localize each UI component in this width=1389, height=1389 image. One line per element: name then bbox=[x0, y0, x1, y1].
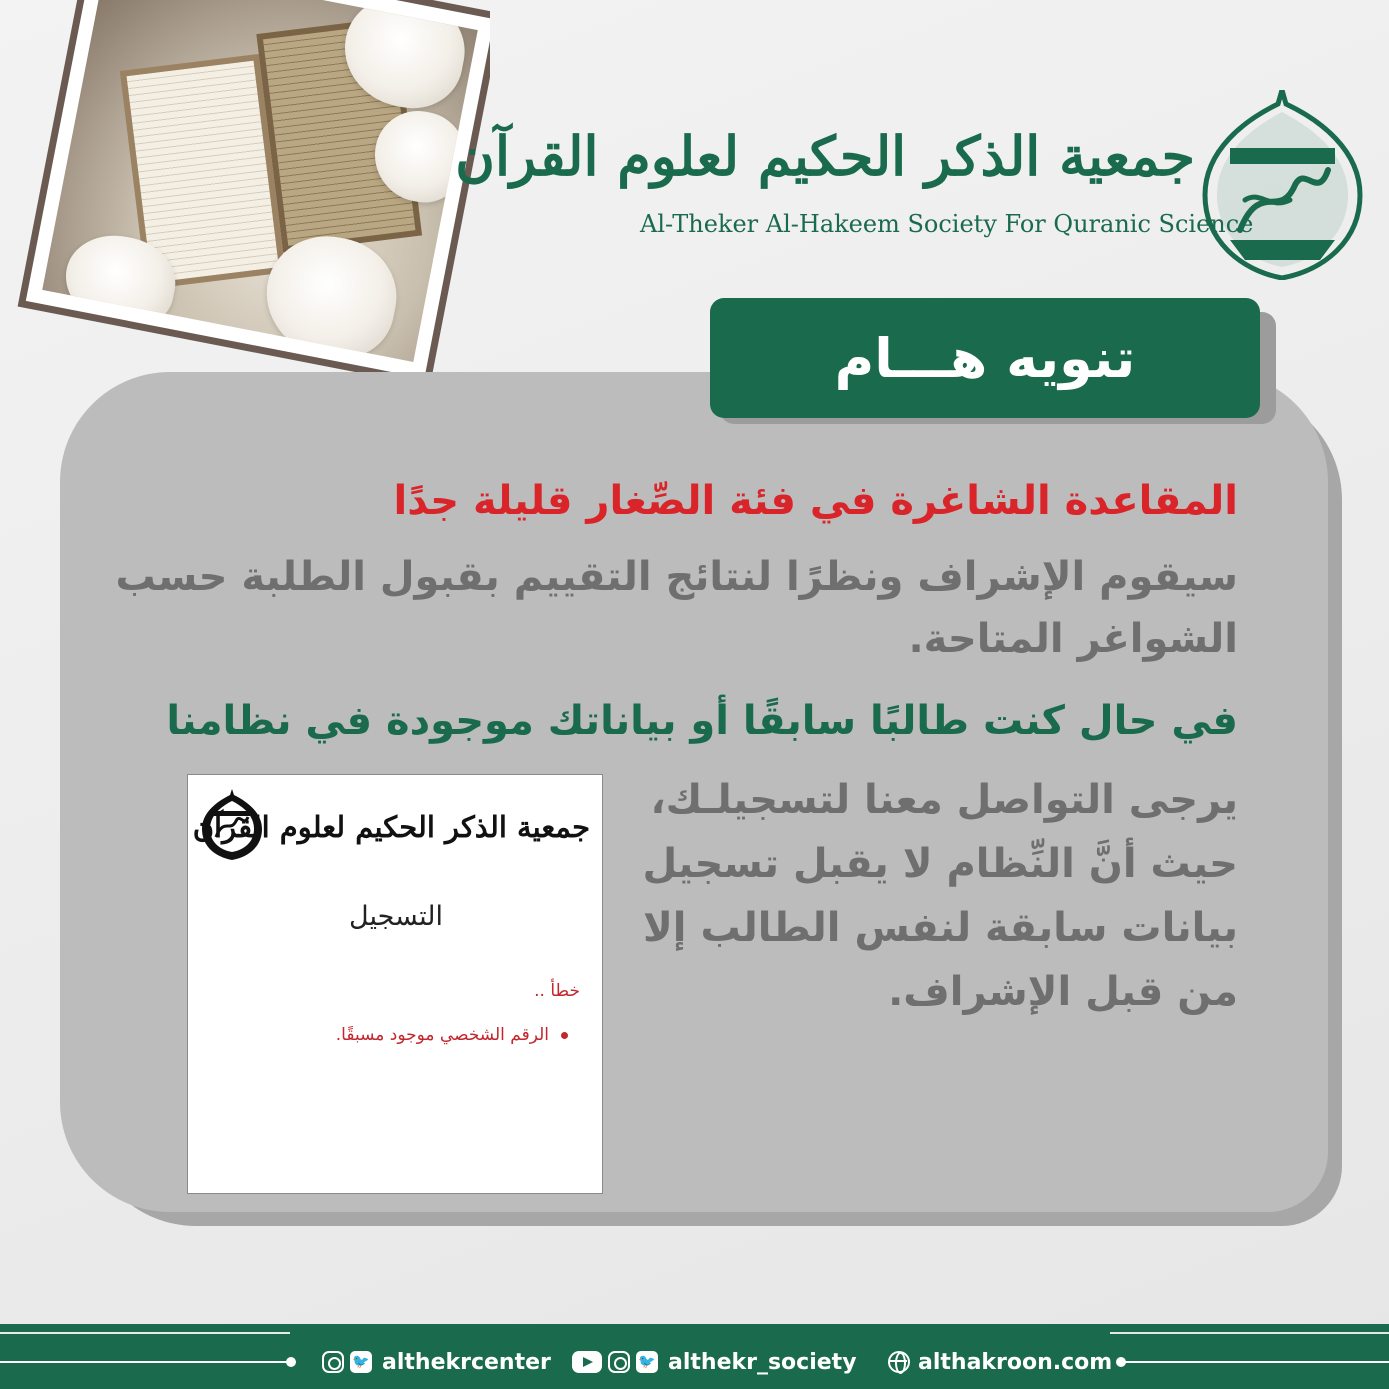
website-label: althakroon.com bbox=[918, 1349, 1113, 1375]
seats-warning-heading: المقاعدة الشاغرة في فئة الصِّغار قليلة جدًا bbox=[393, 478, 1238, 524]
registration-screenshot bbox=[187, 774, 603, 1194]
twitter-icon bbox=[350, 1351, 372, 1373]
admission-line: الشواغر المتاحة. bbox=[908, 616, 1238, 662]
important-notice-badge: تنويه هـــام bbox=[710, 298, 1260, 418]
registration-title: التسجيل bbox=[349, 901, 443, 932]
contact-line: حيث أنَّ النِّظام لا يقبل تسجيل bbox=[642, 841, 1238, 887]
contact-line: يرجى التواصل معنا لتسجيلـك، bbox=[650, 777, 1238, 823]
instagram-icon bbox=[608, 1351, 630, 1373]
handle-label: althekr_society bbox=[668, 1349, 857, 1375]
globe-icon bbox=[888, 1351, 910, 1373]
website-link[interactable] bbox=[888, 1349, 1112, 1375]
society-logo-icon bbox=[1200, 90, 1365, 280]
footer-divider bbox=[0, 1361, 290, 1363]
handle-label: althekrcenter bbox=[382, 1349, 551, 1375]
error-list-item bbox=[208, 1025, 568, 1045]
error-message: الرقم الشخصي موجود مسبقًا. bbox=[335, 1025, 549, 1045]
contact-paragraph bbox=[620, 768, 1238, 1024]
photo-image bbox=[42, 0, 478, 362]
quran-photo bbox=[0, 0, 490, 390]
footer-divider-dot bbox=[1116, 1357, 1126, 1367]
footer-divider bbox=[1120, 1361, 1389, 1363]
twitter-icon bbox=[636, 1351, 658, 1373]
footer-divider-dot bbox=[286, 1357, 296, 1367]
contact-line: من قبل الإشراف. bbox=[888, 969, 1238, 1015]
card-society-name: جمعية الذكر الحكيم لعلوم القرآن bbox=[192, 810, 590, 844]
social-handle-althekr-society[interactable] bbox=[572, 1349, 857, 1375]
society-name-english: Al-Theker Al-Hakeem Society For Quranic Science bbox=[640, 210, 1254, 238]
youtube-icon bbox=[572, 1351, 602, 1373]
admission-line: سيقوم الإشراف ونظرًا لنتائج التقييم بقبول الطلبة حسب bbox=[115, 554, 1238, 600]
admission-paragraph bbox=[115, 546, 1238, 670]
instagram-icon bbox=[322, 1351, 344, 1373]
contact-line: بيانات سابقة لنفس الطالب إلا bbox=[643, 905, 1238, 951]
error-label: خطأ .. bbox=[534, 981, 580, 1001]
bullet-icon bbox=[561, 1032, 568, 1039]
returning-student-heading: في حال كنت طالبًا سابقًا أو بياناتك موجودة في نظامنا bbox=[166, 698, 1238, 744]
photo-frame bbox=[18, 0, 490, 387]
social-handle-althekrcenter[interactable] bbox=[322, 1349, 551, 1375]
society-name-arabic: جمعية الذكر الحكيم لعلوم القرآن bbox=[455, 124, 1195, 188]
